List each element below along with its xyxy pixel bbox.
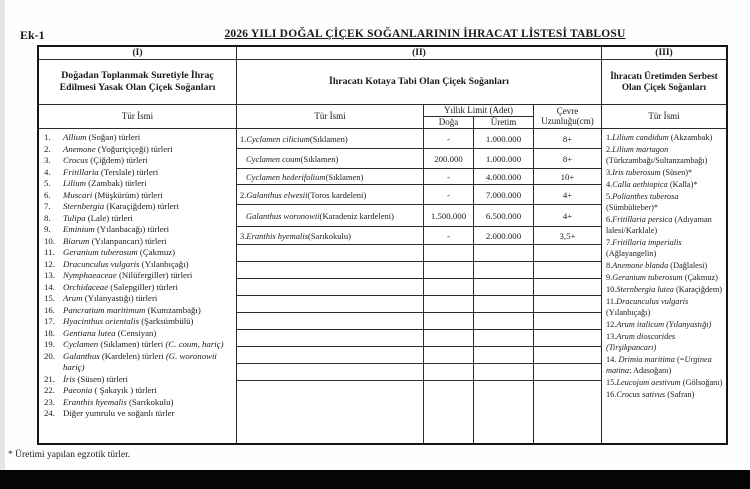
banned-species-item <box>44 224 234 236</box>
empty-uretim-cell <box>474 347 534 363</box>
annex-label: Ek-1 <box>20 28 45 42</box>
free-species-item <box>606 319 723 330</box>
empty-uretim-cell <box>474 381 534 443</box>
banned-species-item <box>44 397 234 409</box>
empty-cevre-cell <box>534 330 602 346</box>
item-number: 4. <box>44 166 51 177</box>
cevre-value-cell: 8+ <box>534 149 602 168</box>
banned-species-item <box>44 213 234 225</box>
empty-uretim-cell <box>474 262 534 278</box>
item-number: 3. <box>240 230 247 241</box>
species-text-part: (Ağlayangelin) <box>606 249 657 258</box>
uretim-limit-cell: 1.000.000 <box>474 129 534 148</box>
species-text-part: (Yılanpancarı) türleri <box>89 235 167 246</box>
free-species-item <box>606 132 723 143</box>
quota-row <box>237 205 602 227</box>
quota-species-cell <box>237 205 424 226</box>
item-number: 20. <box>44 350 55 361</box>
quota-row <box>237 185 602 205</box>
species-text-part: Arum <box>63 293 83 303</box>
uretim-limit-cell: 6.500.000 <box>474 205 534 226</box>
species-text-part: Fritillaria imperialis <box>612 238 682 247</box>
quota-row <box>237 169 602 185</box>
empty-quota-row <box>237 330 602 347</box>
species-text-part: Geranium tuberosum <box>612 273 683 282</box>
item-number: 7. <box>606 238 613 247</box>
banned-species-item <box>44 316 234 328</box>
species-text <box>63 144 234 156</box>
species-text-part: (= <box>674 355 685 364</box>
quota-species-cell <box>237 169 424 184</box>
species-text <box>63 397 234 409</box>
empty-species-cell <box>237 245 424 261</box>
empty-species-cell <box>237 296 424 312</box>
banned-species-item <box>44 144 234 156</box>
species-text <box>63 155 234 167</box>
quota-row <box>237 149 602 169</box>
species-text <box>63 305 234 317</box>
species-text-part: (Kardelen) türleri <box>99 350 166 361</box>
species-text-part: (C. coum, hariç) <box>165 339 224 349</box>
empty-doga-cell <box>424 279 474 295</box>
species-text-part: (Yoğurtçiçeği) türleri <box>95 143 173 154</box>
species-text-part: Galanthus elwesii <box>246 189 308 200</box>
col2-subheader-uretim: Üretim <box>474 117 534 129</box>
free-species-item <box>606 272 723 283</box>
species-text-part: Hyacinthus orientalis <box>63 316 139 326</box>
species-text-part: Urginea matina <box>606 355 712 375</box>
item-number: 10. <box>44 235 55 246</box>
empty-doga-cell <box>424 364 474 380</box>
species-text-part: Eminium <box>63 224 95 234</box>
species-text-part: (Yılanbacağı) türleri <box>94 224 170 234</box>
species-text-part: Geranium tuberosum <box>63 247 138 257</box>
banned-species-item <box>44 270 234 282</box>
species-text <box>63 270 234 282</box>
species-text-part: Calla aethiopica <box>612 180 668 189</box>
empty-quota-row <box>237 381 602 443</box>
species-text-part: (Sıklamen) <box>325 171 364 182</box>
species-text-part: (Türkzambağı/Sultanzambağı) <box>606 156 708 165</box>
empty-cevre-cell <box>534 364 602 380</box>
empty-quota-row <box>237 296 602 313</box>
free-species-item <box>606 237 723 259</box>
item-number: 22. <box>44 385 55 395</box>
item-number: 17. <box>44 316 55 326</box>
species-text <box>63 178 234 190</box>
item-number: 13. <box>606 332 617 341</box>
free-species-item <box>606 354 723 376</box>
empty-species-cell <box>237 364 424 380</box>
cevre-value-cell: 4+ <box>534 185 602 204</box>
free-species-item <box>606 331 723 353</box>
species-text <box>63 213 234 225</box>
species-text <box>63 167 234 179</box>
species-text <box>63 259 234 271</box>
item-number: 12. <box>606 320 617 329</box>
species-text-part: Crocus <box>63 155 89 165</box>
uretim-limit-cell: 1.000.000 <box>474 149 534 168</box>
species-text-part: (Toros kardeleni) <box>307 189 367 200</box>
item-number: 6. <box>44 189 51 200</box>
banned-species-item <box>44 339 234 351</box>
col2-subheader-yillik-limit: Yıllık Limit (Adet) <box>424 105 534 117</box>
item-number: 6. <box>606 215 613 224</box>
species-text <box>63 236 234 248</box>
species-text-part: Galanthus woronowii <box>246 210 320 221</box>
species-text-part: (Süsen) türleri <box>75 373 129 384</box>
species-text <box>63 316 234 328</box>
doga-limit-cell: - <box>424 169 474 184</box>
empty-doga-cell <box>424 347 474 363</box>
species-text <box>63 282 234 294</box>
species-text <box>63 374 234 386</box>
banned-species-item <box>44 155 234 167</box>
item-number: 5. <box>44 178 51 188</box>
species-text-part: (Terslale) türleri <box>98 166 159 177</box>
species-text-part: Lilium martagon <box>612 145 669 154</box>
col2-subheader-cevre: Çevre Uzunluğu(cm) <box>534 105 602 129</box>
col2-subheader-doga: Doğa <box>424 117 474 129</box>
quota-species-cell <box>237 149 424 168</box>
empty-cevre-cell <box>534 381 602 443</box>
free-species-item <box>606 179 723 190</box>
banned-species-item <box>44 293 234 305</box>
item-number: 15. <box>606 378 617 387</box>
empty-species-cell <box>237 262 424 278</box>
uretim-limit-cell: 4.000.000 <box>474 169 534 184</box>
item-number: 15. <box>44 293 55 303</box>
item-number: 3. <box>606 168 613 177</box>
species-text-part: (Censiyan) <box>115 327 157 338</box>
species-text-part: (Dağlalesi) <box>668 261 708 270</box>
col3-header: İhracatı Üretimden Serbest Olan Çiçek Soğanları <box>602 60 726 105</box>
item-number: 1. <box>606 133 613 142</box>
species-text-part: (Yılanbıçağı) <box>139 258 189 269</box>
cevre-value-cell: 10+ <box>534 169 602 184</box>
col3-roman-label: (III) <box>602 47 726 60</box>
species-text-part: Muscari <box>63 189 93 200</box>
species-text-part: (Soğan) türleri <box>86 132 141 142</box>
species-text-part: İris <box>63 373 76 384</box>
quota-species-cell <box>237 129 424 148</box>
species-text-part: Dracunculus vulgaris <box>616 297 689 306</box>
quota-row <box>237 129 602 149</box>
species-text-part: Leucojum aestivum <box>616 378 681 387</box>
item-number: 19. <box>44 339 55 349</box>
species-text-part: (Sıklamen) türleri <box>98 339 166 349</box>
banned-species-item <box>44 305 234 317</box>
banned-species-item <box>44 259 234 271</box>
species-text <box>63 408 234 420</box>
doga-limit-cell: - <box>424 185 474 204</box>
species-text-part: Arum italicum (Yılanyastığı) <box>616 320 712 329</box>
species-text-part: Eranthis hyemalis <box>246 230 308 241</box>
species-text <box>63 293 234 305</box>
species-text-part: Lilium candidum <box>612 133 669 142</box>
banned-species-item <box>44 247 234 259</box>
species-text-part: (Sarıkokulu) <box>308 230 351 241</box>
species-text-part: (Gölsoğanı) <box>680 378 723 387</box>
empty-doga-cell <box>424 262 474 278</box>
empty-quota-row <box>237 245 602 262</box>
species-text-part: (Karadeniz kardeleni) <box>319 210 394 221</box>
uretim-limit-cell: 7.000.000 <box>474 185 534 204</box>
species-text-part: Lilium <box>63 178 86 188</box>
species-text <box>63 247 234 259</box>
species-text-part: Arum dioscorides (Tirşikpancarı) <box>606 332 676 352</box>
empty-doga-cell <box>424 381 474 443</box>
empty-species-cell <box>237 313 424 329</box>
species-text-part: (Kumzambağı) <box>145 304 201 315</box>
species-text-part: (Zambak) türleri <box>85 178 147 188</box>
banned-species-item <box>44 328 234 340</box>
cevre-value-cell: 4+ <box>534 205 602 226</box>
item-number: 2. <box>606 145 613 154</box>
species-text-part: (Yılanbıçağı) <box>606 308 651 317</box>
species-text-part: (Adıyaman lalesi/Karklale) <box>606 215 712 235</box>
species-text-part: Gentiana lutea <box>63 327 116 338</box>
banned-species-item <box>44 351 234 374</box>
free-species-item <box>606 284 723 295</box>
col2-roman-label: (II) <box>237 47 602 60</box>
quota-species-cell <box>237 185 424 204</box>
item-number: 14. <box>44 281 55 292</box>
banned-species-item <box>44 408 234 420</box>
doga-limit-cell: - <box>424 129 474 148</box>
species-text-part: (Safran) <box>665 390 695 399</box>
species-text-part: Iris tuberosum <box>612 168 661 177</box>
species-text-part: Polianthes tuberosa <box>612 192 679 201</box>
species-text-part: (Çakmuz) <box>137 247 176 257</box>
species-text-part: (Lale) türleri <box>85 212 133 223</box>
quota-row <box>237 227 602 245</box>
item-number: 16. <box>44 304 55 315</box>
species-text-part: Orchidaceae <box>63 281 109 292</box>
free-species-item <box>606 144 723 166</box>
species-text <box>63 339 234 351</box>
species-text-part: Fritillaria <box>63 166 99 177</box>
species-text-part: Diğer yumrulu ve soğanlı türler <box>63 408 175 418</box>
empty-doga-cell <box>424 296 474 312</box>
species-text-part: Biarum <box>63 235 90 246</box>
export-list-table <box>37 45 728 445</box>
species-text-part: : Adasoğanı) <box>629 366 672 375</box>
species-text-part: (Çiğdem) türleri <box>88 155 148 165</box>
banned-species-item <box>44 236 234 248</box>
empty-uretim-cell <box>474 364 534 380</box>
species-text-part: Dracunculus vulgaris <box>63 258 140 269</box>
species-text <box>63 224 234 236</box>
empty-uretim-cell <box>474 245 534 261</box>
empty-quota-row <box>237 364 602 381</box>
species-text-part: (G. woronowii hariç) <box>63 350 217 372</box>
cevre-value-cell: 3,5+ <box>534 227 602 244</box>
item-number: 3. <box>44 155 51 165</box>
doga-limit-cell: 200.000 <box>424 149 474 168</box>
free-species-item <box>606 377 723 388</box>
species-text-part: (Yılanyastığı) türleri <box>82 293 158 303</box>
col3-species-list <box>602 129 726 443</box>
species-text-part: Drimia maritima <box>618 355 675 364</box>
species-text-part: (Müşkürüm) türleri <box>92 189 163 200</box>
species-text <box>63 351 234 374</box>
species-text-part: Cyclamen coum <box>246 153 301 164</box>
species-text-part: (Karaçiğdem) türleri <box>104 201 179 211</box>
free-species-item <box>606 296 723 318</box>
bottom-scan-bar <box>0 470 750 489</box>
species-text-part: Eranthis hyemalis <box>63 396 127 407</box>
empty-quota-row <box>237 279 602 296</box>
col2-quota-body <box>237 129 602 443</box>
empty-quota-row <box>237 347 602 364</box>
doga-limit-cell: - <box>424 227 474 244</box>
free-species-item <box>606 214 723 236</box>
empty-doga-cell <box>424 313 474 329</box>
banned-species-item <box>44 190 234 202</box>
col1-roman-label: (I) <box>39 47 237 60</box>
banned-species-item <box>44 178 234 190</box>
scan-edge-strip <box>0 0 5 489</box>
species-text-part: Paeonia <box>63 385 93 395</box>
footnote: * Üretimi yapılan egzotik türler. <box>8 450 131 460</box>
item-number: 7. <box>44 201 51 211</box>
item-number: 21. <box>44 373 55 384</box>
species-text-part: Sternbergia lutea <box>616 285 674 294</box>
item-number: 5. <box>606 192 613 201</box>
species-text-part: ( Şakayık ) türleri <box>92 385 157 395</box>
item-number: 1. <box>240 133 247 144</box>
item-number: 24. <box>44 408 55 418</box>
item-number: 12. <box>44 258 55 269</box>
empty-cevre-cell <box>534 279 602 295</box>
doga-limit-cell: 1.500.000 <box>424 205 474 226</box>
species-text-part: (Süsen)* <box>660 168 693 177</box>
banned-species-item <box>44 385 234 397</box>
species-text-part: Anemone <box>63 143 96 154</box>
item-number: 8. <box>606 261 613 270</box>
species-text-part: Cyclamen hederifolium <box>246 171 326 182</box>
empty-quota-row <box>237 262 602 279</box>
banned-species-item <box>44 167 234 179</box>
cevre-value-cell: 8+ <box>534 129 602 148</box>
page-title: 2026 YILI DOĞAL ÇİÇEK SOĞANLARININ İHRACAT LİSTESİ TABLOSU <box>224 28 626 40</box>
banned-species-item <box>44 132 234 144</box>
item-number: 4. <box>606 180 613 189</box>
species-text-part: (Karaçiğdem) <box>673 285 723 294</box>
banned-species-item <box>44 374 234 386</box>
item-number: 9. <box>44 224 51 234</box>
species-text-part: Pancratium maritimum <box>63 304 146 315</box>
species-text-part: Crocus sativus <box>616 390 666 399</box>
free-species-item <box>606 167 723 178</box>
species-text-part: Cyclamen <box>63 339 99 349</box>
species-text-part: Sternbergia <box>63 201 105 211</box>
species-text-part: (Akzambak) <box>668 133 713 142</box>
item-number: 11. <box>606 297 617 306</box>
col1-subheader-tur-ismi: Tür İsmi <box>39 105 237 129</box>
species-text <box>63 385 234 397</box>
species-text-part: (Sümbülteber)* <box>606 203 659 212</box>
item-number: 10. <box>606 285 617 294</box>
col2-subheader-tur-ismi: Tür İsmi <box>237 105 424 129</box>
item-number: 14. <box>606 355 619 364</box>
col1-species-list <box>39 129 237 443</box>
banned-species-item <box>44 201 234 213</box>
item-number: 8. <box>44 212 51 223</box>
col2-header: İhracatı Kotaya Tabi Olan Çiçek Soğanları <box>237 60 602 105</box>
species-text-part: Tulipa <box>63 212 86 223</box>
species-text <box>63 201 234 213</box>
empty-uretim-cell <box>474 313 534 329</box>
uretim-limit-cell: 2.000.000 <box>474 227 534 244</box>
species-text-part: (Sıklamen) <box>309 133 348 144</box>
species-text-part: (Sıklamen) <box>300 153 339 164</box>
item-number: 23. <box>44 396 55 407</box>
free-species-item <box>606 389 723 400</box>
item-number: 1. <box>44 132 51 142</box>
empty-uretim-cell <box>474 279 534 295</box>
item-number: 2. <box>240 189 247 200</box>
empty-cevre-cell <box>534 313 602 329</box>
species-text-part: (Çakmuz) <box>682 273 718 282</box>
item-number: 16. <box>606 390 617 399</box>
free-species-item <box>606 260 723 271</box>
item-number: 18. <box>44 327 55 338</box>
species-text <box>63 132 234 144</box>
species-text-part: Cyclamen cilicium <box>246 133 310 144</box>
empty-uretim-cell <box>474 330 534 346</box>
empty-species-cell <box>237 279 424 295</box>
species-text-part: Nymphaeaceae <box>63 270 117 280</box>
species-text-part: (Nilüfergiller) türleri <box>116 270 193 280</box>
empty-doga-cell <box>424 245 474 261</box>
species-text-part: (Kalla)* <box>667 180 698 189</box>
empty-cevre-cell <box>534 262 602 278</box>
species-text-part: Anemone blanda <box>612 261 669 270</box>
item-number: 2. <box>44 143 51 154</box>
empty-species-cell <box>237 381 424 443</box>
species-text-part: (Şarksümbülü) <box>139 316 194 326</box>
species-text-part: Allium <box>63 132 87 142</box>
empty-quota-row <box>237 313 602 330</box>
empty-cevre-cell <box>534 245 602 261</box>
empty-species-cell <box>237 330 424 346</box>
item-number: 9. <box>606 273 613 282</box>
species-text-part: Galanthus <box>63 350 100 361</box>
empty-cevre-cell <box>534 296 602 312</box>
item-number: 13. <box>44 270 55 280</box>
empty-species-cell <box>237 347 424 363</box>
empty-doga-cell <box>424 330 474 346</box>
empty-uretim-cell <box>474 296 534 312</box>
species-text-part: (Salepgiller) türleri <box>108 281 178 292</box>
empty-cevre-cell <box>534 347 602 363</box>
quota-species-cell <box>237 227 424 244</box>
col1-header: Doğadan Toplanmak Suretiyle İhraç Edilmesi Yasak Olan Çiçek Soğanları <box>39 60 237 105</box>
item-number: 11. <box>44 247 55 257</box>
free-species-item <box>606 191 723 213</box>
species-text <box>63 190 234 202</box>
species-text-part: (Sarıkokulu) <box>126 396 174 407</box>
species-text <box>63 328 234 340</box>
banned-species-item <box>44 282 234 294</box>
col3-subheader-tur-ismi: Tür İsmi <box>602 105 726 129</box>
species-text-part: Fritillaria persica <box>612 215 673 224</box>
